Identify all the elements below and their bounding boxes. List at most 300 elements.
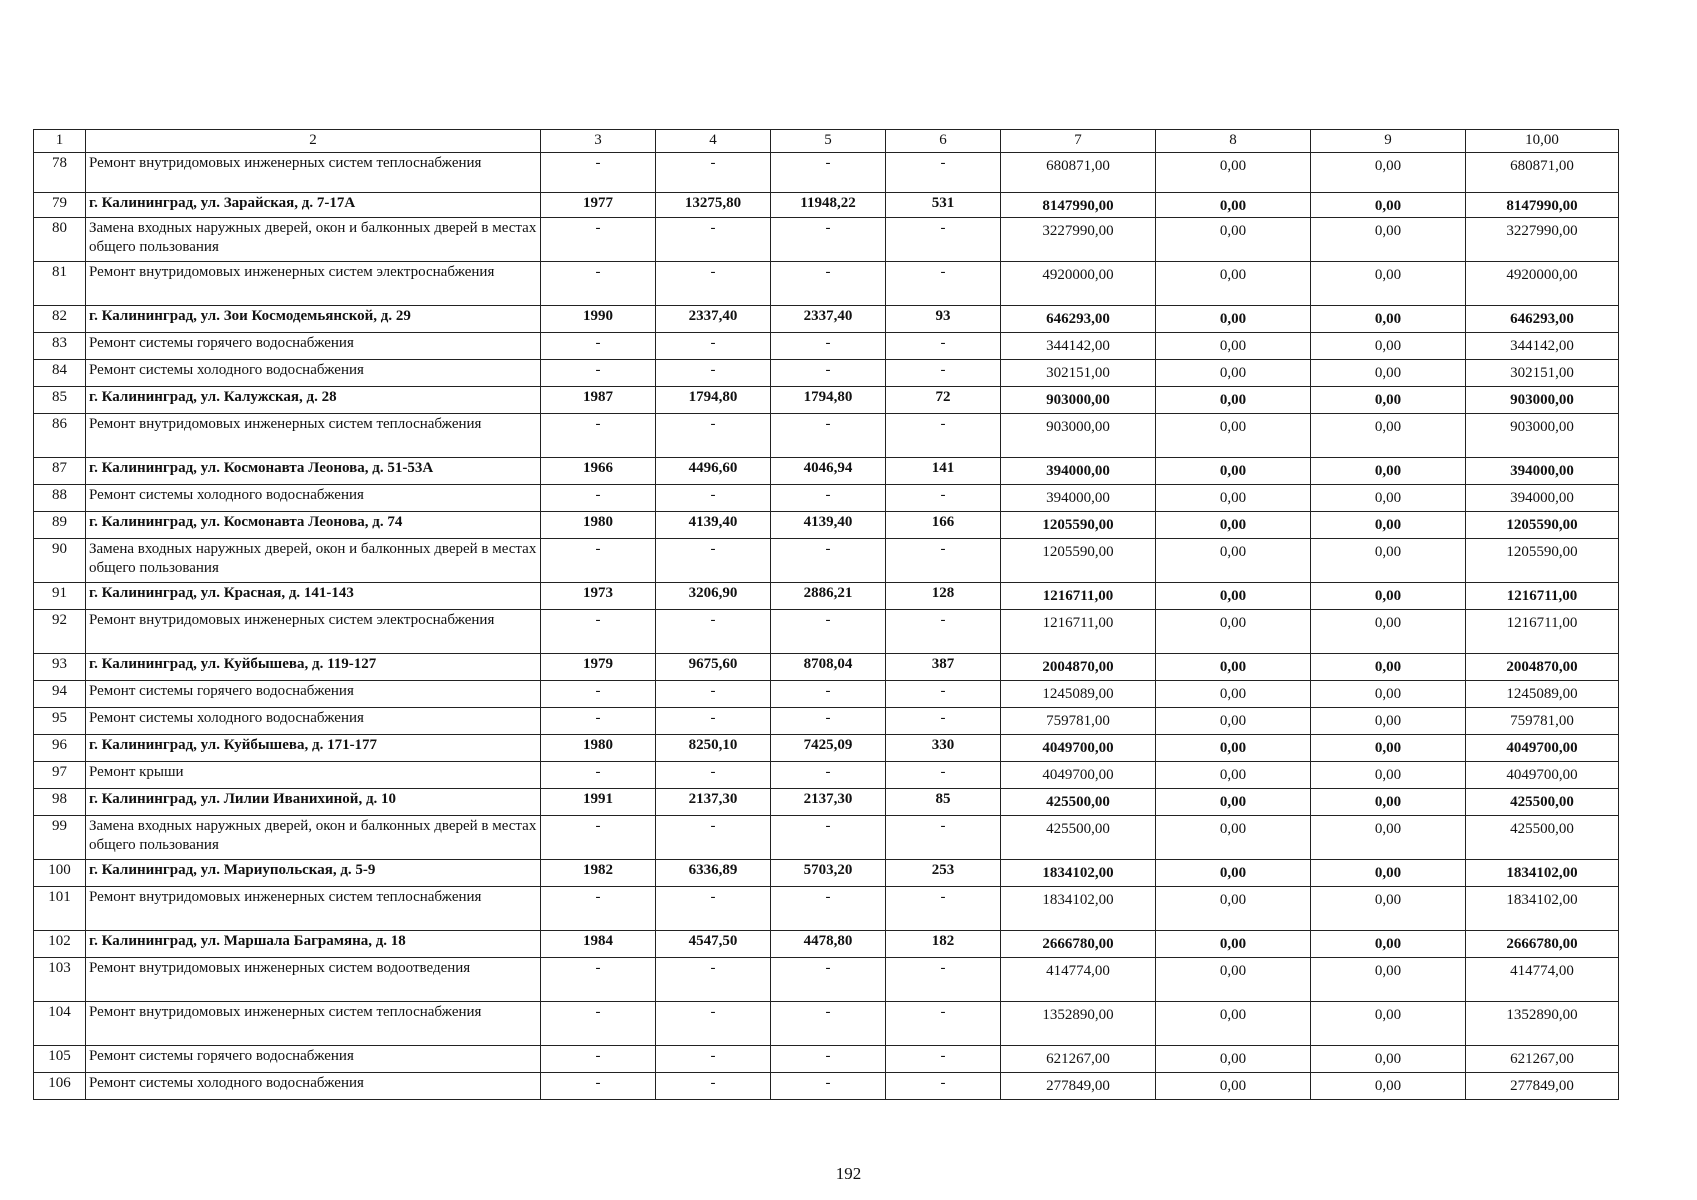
row-number-cell: 105 [34,1046,86,1073]
cost-fund-cell: 0,00 [1156,1002,1311,1046]
column-number-4: 4 [656,130,771,153]
cost-final-cell: 1834102,00 [1466,887,1619,931]
cost-total-cell: 903000,00 [1001,414,1156,458]
cost-fund-cell: 0,00 [1156,958,1311,1002]
residents-count-cell: - [886,1002,1001,1046]
cost-final-cell: 621267,00 [1466,1046,1619,1073]
cost-total-cell: 425500,00 [1001,816,1156,860]
residents-count-cell: - [886,360,1001,387]
total-area-cell: 2137,30 [656,789,771,816]
cost-owners-cell: 0,00 [1311,583,1466,610]
cost-owners-cell: 0,00 [1311,887,1466,931]
cost-total-cell: 8147990,00 [1001,193,1156,218]
cost-fund-cell: 0,00 [1156,360,1311,387]
cost-fund-cell: 0,00 [1156,887,1311,931]
total-area-cell: - [656,816,771,860]
cost-total-cell: 1205590,00 [1001,539,1156,583]
living-area-cell: - [771,762,886,789]
total-area-cell: - [656,1002,771,1046]
year-built-cell: - [541,1002,656,1046]
living-area-cell: - [771,958,886,1002]
year-built-cell: - [541,610,656,654]
living-area-cell: 5703,20 [771,860,886,887]
work-row [34,333,1619,360]
total-area-cell: - [656,539,771,583]
year-built-cell: 1984 [541,931,656,958]
year-built-cell: 1982 [541,860,656,887]
work-row [34,360,1619,387]
cost-total-cell: 646293,00 [1001,306,1156,333]
cost-final-cell: 302151,00 [1466,360,1619,387]
cost-total-cell: 302151,00 [1001,360,1156,387]
cost-owners-cell: 0,00 [1311,681,1466,708]
work-description-cell: г. Калининград, ул. Зои Космодемьянской, д. 29 [86,306,541,333]
cost-total-cell: 414774,00 [1001,958,1156,1002]
living-area-cell: - [771,262,886,306]
residents-count-cell: - [886,708,1001,735]
year-built-cell: - [541,681,656,708]
cost-fund-cell: 0,00 [1156,708,1311,735]
column-number-1: 1 [34,130,86,153]
row-number-cell: 85 [34,387,86,414]
column-number-8: 8 [1156,130,1311,153]
living-area-cell: - [771,539,886,583]
work-row [34,762,1619,789]
cost-owners-cell: 0,00 [1311,735,1466,762]
living-area-cell: - [771,485,886,512]
cost-owners-cell: 0,00 [1311,387,1466,414]
residents-count-cell: - [886,262,1001,306]
row-number-cell: 104 [34,1002,86,1046]
cost-fund-cell: 0,00 [1156,414,1311,458]
year-built-cell: - [541,1073,656,1100]
cost-final-cell: 4049700,00 [1466,762,1619,789]
page-number: 192 [835,1164,862,1183]
living-area-cell: 2337,40 [771,306,886,333]
cost-final-cell: 394000,00 [1466,458,1619,485]
cost-total-cell: 1834102,00 [1001,887,1156,931]
residents-count-cell: 166 [886,512,1001,539]
total-area-cell: - [656,1073,771,1100]
building-row [34,931,1619,958]
living-area-cell: - [771,610,886,654]
work-row [34,1073,1619,1100]
cost-total-cell: 344142,00 [1001,333,1156,360]
cost-owners-cell: 0,00 [1311,610,1466,654]
total-area-cell: - [656,958,771,1002]
cost-final-cell: 2004870,00 [1466,654,1619,681]
cost-final-cell: 8147990,00 [1466,193,1619,218]
residents-count-cell: 141 [886,458,1001,485]
living-area-cell: 8708,04 [771,654,886,681]
living-area-cell: 4139,40 [771,512,886,539]
living-area-cell: 4046,94 [771,458,886,485]
cost-final-cell: 1205590,00 [1466,512,1619,539]
cost-fund-cell: 0,00 [1156,1046,1311,1073]
building-row [34,193,1619,218]
cost-total-cell: 2004870,00 [1001,654,1156,681]
cost-final-cell: 1205590,00 [1466,539,1619,583]
cost-fund-cell: 0,00 [1156,193,1311,218]
work-row [34,218,1619,262]
cost-owners-cell: 0,00 [1311,360,1466,387]
total-area-cell: 4496,60 [656,458,771,485]
living-area-cell: 4478,80 [771,931,886,958]
residents-count-cell: - [886,539,1001,583]
residents-count-cell: 330 [886,735,1001,762]
year-built-cell: - [541,539,656,583]
cost-total-cell: 1245089,00 [1001,681,1156,708]
residents-count-cell: - [886,887,1001,931]
building-row [34,860,1619,887]
year-built-cell: - [541,1046,656,1073]
cost-fund-cell: 0,00 [1156,654,1311,681]
work-row [34,887,1619,931]
work-description-cell: Ремонт системы горячего водоснабжения [86,1046,541,1073]
cost-owners-cell: 0,00 [1311,789,1466,816]
total-area-cell: - [656,485,771,512]
total-area-cell: 3206,90 [656,583,771,610]
cost-final-cell: 2666780,00 [1466,931,1619,958]
cost-owners-cell: 0,00 [1311,153,1466,193]
work-description-cell: Ремонт системы горячего водоснабжения [86,333,541,360]
work-description-cell: Ремонт внутридомовых инженерных систем водоотведения [86,958,541,1002]
year-built-cell: - [541,887,656,931]
work-description-cell: г. Калининград, ул. Зарайская, д. 7-17А [86,193,541,218]
cost-owners-cell: 0,00 [1311,193,1466,218]
row-number-cell: 95 [34,708,86,735]
cost-final-cell: 903000,00 [1466,387,1619,414]
total-area-cell: - [656,708,771,735]
work-description-cell: г. Калининград, ул. Лилии Иванихиной, д. 10 [86,789,541,816]
row-number-cell: 99 [34,816,86,860]
living-area-cell: 11948,22 [771,193,886,218]
residents-count-cell: 531 [886,193,1001,218]
total-area-cell: 4547,50 [656,931,771,958]
residents-count-cell: - [886,1046,1001,1073]
row-number-cell: 81 [34,262,86,306]
cost-owners-cell: 0,00 [1311,1073,1466,1100]
year-built-cell: - [541,485,656,512]
year-built-cell: 1987 [541,387,656,414]
row-number-cell: 94 [34,681,86,708]
cost-fund-cell: 0,00 [1156,789,1311,816]
living-area-cell: - [771,708,886,735]
building-row [34,654,1619,681]
cost-total-cell: 4049700,00 [1001,762,1156,789]
cost-total-cell: 1834102,00 [1001,860,1156,887]
cost-final-cell: 425500,00 [1466,816,1619,860]
work-description-cell: Ремонт внутридомовых инженерных систем электроснабжения [86,262,541,306]
row-number-cell: 92 [34,610,86,654]
cost-fund-cell: 0,00 [1156,306,1311,333]
work-row [34,539,1619,583]
building-row [34,512,1619,539]
work-description-cell: Ремонт системы холодного водоснабжения [86,1073,541,1100]
residents-count-cell: 128 [886,583,1001,610]
cost-total-cell: 277849,00 [1001,1073,1156,1100]
cost-owners-cell: 0,00 [1311,816,1466,860]
cost-owners-cell: 0,00 [1311,539,1466,583]
work-description-cell: Ремонт системы холодного водоснабжения [86,360,541,387]
residents-count-cell: 253 [886,860,1001,887]
work-row [34,610,1619,654]
column-number-2: 2 [86,130,541,153]
column-number-3: 3 [541,130,656,153]
work-row [34,958,1619,1002]
cost-final-cell: 1352890,00 [1466,1002,1619,1046]
work-row [34,485,1619,512]
cost-total-cell: 394000,00 [1001,458,1156,485]
living-area-cell: - [771,333,886,360]
row-number-cell: 97 [34,762,86,789]
work-row [34,153,1619,193]
row-number-cell: 80 [34,218,86,262]
cost-fund-cell: 0,00 [1156,512,1311,539]
cost-total-cell: 903000,00 [1001,387,1156,414]
living-area-cell: - [771,887,886,931]
cost-fund-cell: 0,00 [1156,610,1311,654]
header-row [34,130,1619,153]
cost-owners-cell: 0,00 [1311,262,1466,306]
column-number-9: 9 [1311,130,1466,153]
cost-owners-cell: 0,00 [1311,414,1466,458]
total-area-cell: 4139,40 [656,512,771,539]
year-built-cell: 1991 [541,789,656,816]
cost-final-cell: 277849,00 [1466,1073,1619,1100]
cost-final-cell: 344142,00 [1466,333,1619,360]
living-area-cell: - [771,1046,886,1073]
row-number-cell: 103 [34,958,86,1002]
total-area-cell: 13275,80 [656,193,771,218]
total-area-cell: - [656,333,771,360]
year-built-cell: - [541,218,656,262]
residents-count-cell: 387 [886,654,1001,681]
year-built-cell: - [541,958,656,1002]
living-area-cell: - [771,681,886,708]
total-area-cell: 6336,89 [656,860,771,887]
cost-final-cell: 646293,00 [1466,306,1619,333]
residents-count-cell: - [886,762,1001,789]
work-description-cell: г. Калининград, ул. Калужская, д. 28 [86,387,541,414]
total-area-cell: - [656,1046,771,1073]
row-number-cell: 86 [34,414,86,458]
cost-owners-cell: 0,00 [1311,1046,1466,1073]
cost-owners-cell: 0,00 [1311,708,1466,735]
year-built-cell: - [541,262,656,306]
year-built-cell: 1977 [541,193,656,218]
row-number-cell: 88 [34,485,86,512]
cost-fund-cell: 0,00 [1156,583,1311,610]
cost-owners-cell: 0,00 [1311,1002,1466,1046]
cost-owners-cell: 0,00 [1311,458,1466,485]
living-area-cell: - [771,414,886,458]
total-area-cell: - [656,414,771,458]
work-row [34,816,1619,860]
cost-owners-cell: 0,00 [1311,512,1466,539]
total-area-cell: 9675,60 [656,654,771,681]
cost-fund-cell: 0,00 [1156,860,1311,887]
cost-fund-cell: 0,00 [1156,262,1311,306]
work-description-cell: г. Калининград, ул. Куйбышева, д. 119-127 [86,654,541,681]
cost-final-cell: 3227990,00 [1466,218,1619,262]
cost-total-cell: 759781,00 [1001,708,1156,735]
work-description-cell: Ремонт внутридомовых инженерных систем теплоснабжения [86,414,541,458]
residents-count-cell: - [886,681,1001,708]
work-row [34,1002,1619,1046]
cost-final-cell: 1216711,00 [1466,583,1619,610]
work-description-cell: Ремонт системы холодного водоснабжения [86,708,541,735]
work-description-cell: г. Калининград, ул. Куйбышева, д. 171-177 [86,735,541,762]
living-area-cell: - [771,218,886,262]
cost-final-cell: 1245089,00 [1466,681,1619,708]
work-description-cell: Замена входных наружных дверей, окон и балконных дверей в местах общего пользования [86,218,541,262]
row-number-cell: 91 [34,583,86,610]
cost-owners-cell: 0,00 [1311,485,1466,512]
column-number-6: 6 [886,130,1001,153]
cost-owners-cell: 0,00 [1311,931,1466,958]
cost-fund-cell: 0,00 [1156,458,1311,485]
cost-total-cell: 2666780,00 [1001,931,1156,958]
cost-total-cell: 1216711,00 [1001,610,1156,654]
residents-count-cell: 182 [886,931,1001,958]
total-area-cell: - [656,153,771,193]
row-number-cell: 96 [34,735,86,762]
row-number-cell: 83 [34,333,86,360]
cost-final-cell: 4049700,00 [1466,735,1619,762]
cost-fund-cell: 0,00 [1156,387,1311,414]
building-row [34,306,1619,333]
table-body [34,130,1619,1100]
cost-owners-cell: 0,00 [1311,860,1466,887]
work-row [34,708,1619,735]
work-description-cell: Замена входных наружных дверей, окон и балконных дверей в местах общего пользования [86,539,541,583]
cost-owners-cell: 0,00 [1311,762,1466,789]
cost-fund-cell: 0,00 [1156,681,1311,708]
row-number-cell: 89 [34,512,86,539]
building-row [34,789,1619,816]
building-row [34,387,1619,414]
residents-count-cell: - [886,153,1001,193]
row-number-cell: 82 [34,306,86,333]
residents-count-cell: - [886,958,1001,1002]
total-area-cell: - [656,262,771,306]
cost-owners-cell: 0,00 [1311,333,1466,360]
residents-count-cell: - [886,414,1001,458]
work-description-cell: г. Калининград, ул. Космонавта Леонова, д. 51-53А [86,458,541,485]
cost-total-cell: 3227990,00 [1001,218,1156,262]
year-built-cell: 1979 [541,654,656,681]
cost-fund-cell: 0,00 [1156,333,1311,360]
year-built-cell: 1966 [541,458,656,485]
cost-fund-cell: 0,00 [1156,816,1311,860]
work-description-cell: Ремонт внутридомовых инженерных систем теплоснабжения [86,1002,541,1046]
cost-fund-cell: 0,00 [1156,735,1311,762]
work-description-cell: Ремонт внутридомовых инженерных систем теплоснабжения [86,887,541,931]
row-number-cell: 84 [34,360,86,387]
residents-count-cell: - [886,218,1001,262]
cost-fund-cell: 0,00 [1156,218,1311,262]
living-area-cell: 2137,30 [771,789,886,816]
row-number-cell: 102 [34,931,86,958]
cost-fund-cell: 0,00 [1156,485,1311,512]
residents-count-cell: - [886,610,1001,654]
residents-count-cell: - [886,816,1001,860]
cost-final-cell: 394000,00 [1466,485,1619,512]
cost-owners-cell: 0,00 [1311,958,1466,1002]
total-area-cell: - [656,762,771,789]
cost-owners-cell: 0,00 [1311,306,1466,333]
work-description-cell: Ремонт внутридомовых инженерных систем электроснабжения [86,610,541,654]
cost-total-cell: 4920000,00 [1001,262,1156,306]
year-built-cell: 1973 [541,583,656,610]
year-built-cell: - [541,414,656,458]
total-area-cell: 8250,10 [656,735,771,762]
work-description-cell: г. Калининград, ул. Маршала Баграмяна, д. 18 [86,931,541,958]
row-number-cell: 79 [34,193,86,218]
year-built-cell: 1980 [541,735,656,762]
work-row [34,1046,1619,1073]
living-area-cell: - [771,1073,886,1100]
row-number-cell: 87 [34,458,86,485]
residents-count-cell: - [886,333,1001,360]
living-area-cell: 7425,09 [771,735,886,762]
residents-count-cell: 72 [886,387,1001,414]
cost-fund-cell: 0,00 [1156,931,1311,958]
cost-total-cell: 680871,00 [1001,153,1156,193]
cost-final-cell: 759781,00 [1466,708,1619,735]
row-number-cell: 106 [34,1073,86,1100]
work-description-cell: г. Калининград, ул. Космонавта Леонова, д. 74 [86,512,541,539]
total-area-cell: - [656,360,771,387]
row-number-cell: 90 [34,539,86,583]
work-row [34,262,1619,306]
cost-fund-cell: 0,00 [1156,153,1311,193]
cost-final-cell: 903000,00 [1466,414,1619,458]
total-area-cell: - [656,610,771,654]
living-area-cell: - [771,153,886,193]
year-built-cell: 1980 [541,512,656,539]
cost-total-cell: 394000,00 [1001,485,1156,512]
row-number-cell: 98 [34,789,86,816]
column-number-10: 10,00 [1466,130,1619,153]
living-area-cell: - [771,1002,886,1046]
cost-final-cell: 680871,00 [1466,153,1619,193]
cost-fund-cell: 0,00 [1156,1073,1311,1100]
total-area-cell: - [656,218,771,262]
year-built-cell: - [541,708,656,735]
work-row [34,681,1619,708]
row-number-cell: 100 [34,860,86,887]
work-description-cell: г. Калининград, ул. Мариупольская, д. 5-9 [86,860,541,887]
cost-final-cell: 1216711,00 [1466,610,1619,654]
year-built-cell: - [541,153,656,193]
year-built-cell: - [541,762,656,789]
residents-count-cell: 85 [886,789,1001,816]
work-description-cell: г. Калининград, ул. Красная, д. 141-143 [86,583,541,610]
residents-count-cell: - [886,1073,1001,1100]
total-area-cell: 1794,80 [656,387,771,414]
works-table [33,129,1619,1100]
work-description-cell: Замена входных наружных дверей, окон и балконных дверей в местах общего пользования [86,816,541,860]
residents-count-cell: - [886,485,1001,512]
total-area-cell: - [656,887,771,931]
cost-total-cell: 425500,00 [1001,789,1156,816]
building-row [34,583,1619,610]
residents-count-cell: 93 [886,306,1001,333]
living-area-cell: - [771,360,886,387]
total-area-cell: - [656,681,771,708]
